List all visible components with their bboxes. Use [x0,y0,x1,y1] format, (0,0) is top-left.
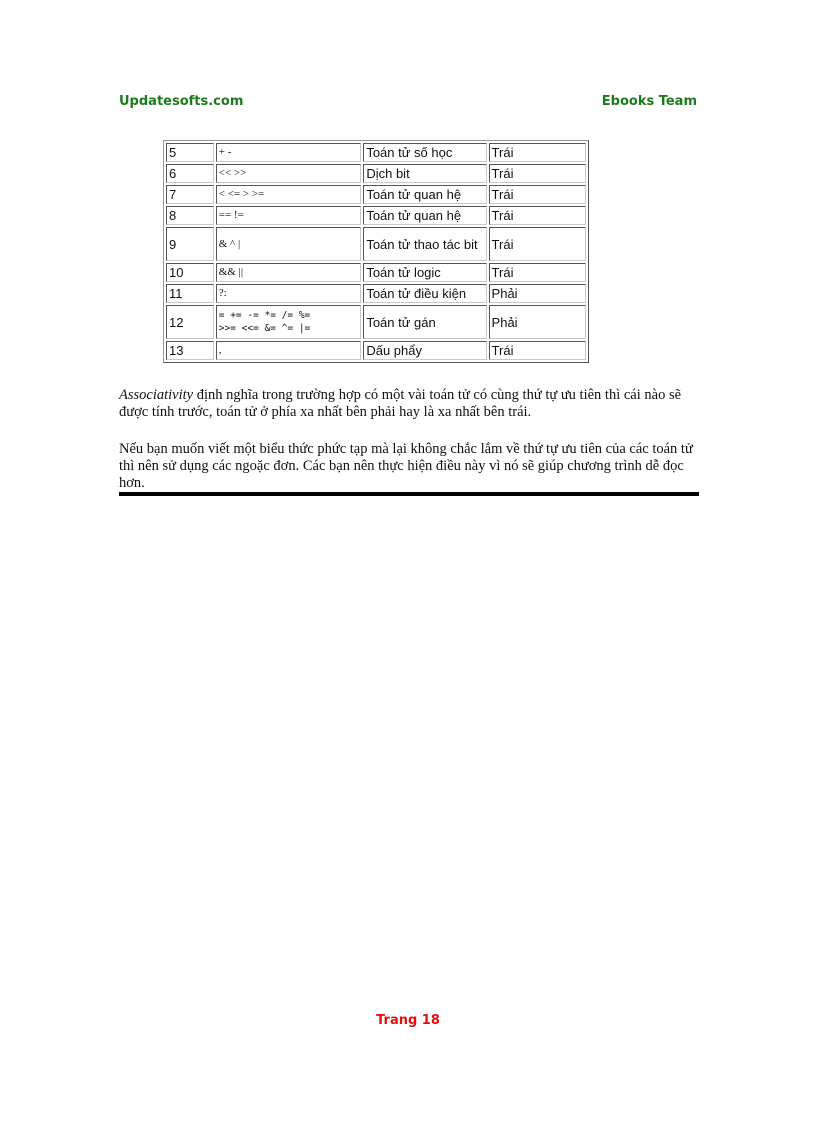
precedence-level-cell: 13 [166,341,214,360]
operator-name-cell: Toán tử gán [363,305,486,339]
operators-cell: & ^ | [216,227,362,261]
associativity-text: định nghĩa trong trường hợp có một vài toán tử có cùng thứ tự ưu tiên thì cái nào sẽ được tính trước, toán tử ở phía xa nhất bên phải hay là xa nhất bên trái. [119,387,682,420]
associativity-paragraph [119,387,701,421]
operator-name-cell: Toán tử điều kiện [363,284,486,303]
page-number: Trang 18 [376,1013,440,1028]
precedence-level-cell: 10 [166,263,214,282]
operator-name-cell: Toán tử thao tác bit [363,227,486,261]
associativity-term: Associativity [119,387,194,403]
associativity-cell: Trái [489,341,586,360]
table-row [166,206,586,225]
operators-cell: == != [216,206,362,225]
associativity-cell: Trái [489,227,586,261]
operator-precedence-table [163,140,589,363]
section-divider [119,492,699,496]
table-row [166,284,586,303]
table-row [166,143,586,162]
table-row [166,305,586,339]
operators-cell: << >> [216,164,362,183]
operator-name-cell: Dịch bit [363,164,486,183]
associativity-cell: Trái [489,185,586,204]
parentheses-advice-paragraph: Nếu bạn muốn viết một biểu thức phức tạp mà lại không chắc lắm về thứ tự ưu tiên của các toán tử thì nên sử dụng các ngoặc đơn. Các bạn nên thực hiện điều này vì nó sẽ giúp chương trình dễ đọc hơn. [119,441,693,491]
precedence-level-cell: 7 [166,185,214,204]
table-row [166,227,586,261]
operators-cell: ?: [216,284,362,303]
operators-cell: && || [216,263,362,282]
table-row [166,164,586,183]
operator-name-cell: Toán tử số học [363,143,486,162]
table-row [166,185,586,204]
header-team-name: Ebooks Team [601,94,697,109]
precedence-level-cell: 9 [166,227,214,261]
associativity-cell: Trái [489,143,586,162]
table-row [166,263,586,282]
operator-name-cell: Toán tử logic [363,263,486,282]
associativity-cell: Trái [489,206,586,225]
precedence-level-cell: 5 [166,143,214,162]
associativity-cell: Phải [489,284,586,303]
operator-name-cell: Toán tử quan hệ [363,206,486,225]
associativity-cell: Phải [489,305,586,339]
precedence-level-cell: 12 [166,305,214,339]
operators-cell: < <= > >= [216,185,362,204]
precedence-level-cell: 6 [166,164,214,183]
operators-cell: , [216,341,362,360]
table-row [166,341,586,360]
associativity-cell: Trái [489,263,586,282]
operators-cell: + - [216,143,362,162]
associativity-cell: Trái [489,164,586,183]
operator-name-cell: Toán tử quan hệ [363,185,486,204]
operator-name-cell: Dấu phẩy [363,341,486,360]
precedence-level-cell: 11 [166,284,214,303]
precedence-level-cell: 8 [166,206,214,225]
operators-cell: = += -= *= /= %= >>= <<= &= ^= |= [216,305,362,339]
header-site-name: Updatesofts.com [119,94,244,109]
